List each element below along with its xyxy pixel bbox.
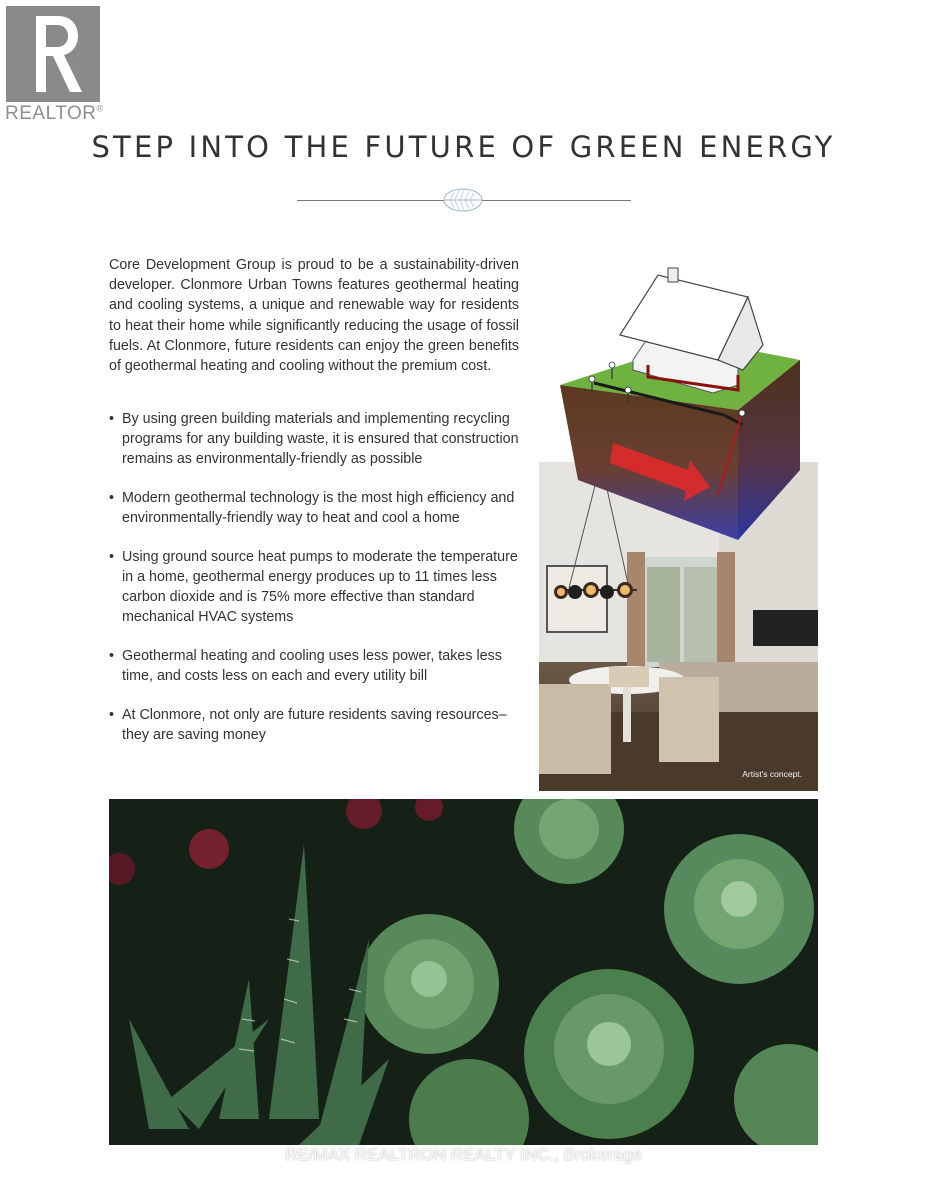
succulent-plants-image [109, 799, 818, 1145]
list-item: • By using green building materials and implementing recycling programs for any building waste, it is ensured that construction remains as environmentally-friendly as possible [109, 411, 519, 467]
list-item: • Geothermal heating and cooling uses less power, takes less time, and costs less on each and every utility bill [109, 648, 502, 684]
list-item: • At Clonmore, not only are future residents saving resources–they are saving money [109, 707, 507, 743]
leaf-icon [442, 186, 484, 219]
brokerage-watermark: RE/MAX REALTRON REALTY INC., Brokerage [284, 1145, 643, 1164]
artist-concept-caption: Artist's concept. [742, 769, 802, 779]
feature-list [109, 409, 521, 764]
realtor-logo-icon [6, 6, 100, 102]
intro-paragraph: Core Development Group is proud to be a sustainability-driven developer. Clonmore Urban Towns features geothermal heating and cooling systems, a unique and renewable way for residents to heat their home while significantly reducing the usage of fossil fuels. At Clonmore, future residents can enjoy the green benefits of geothermal heating and cooling without the premium cost. [109, 257, 519, 375]
list-item: • Using ground source heat pumps to moderate the temperature in a home, geothermal energy produces up to 11 times less carbon dioxide and is 75% more effective than standard mechanical HVAC systems [109, 549, 518, 625]
page-title: STEP INTO THE FUTURE OF GREEN ENERGY [91, 130, 836, 164]
geothermal-house-illustration [538, 265, 820, 565]
realtor-wordmark: REALTOR® [5, 103, 104, 124]
list-item: • Modern geothermal technology is the most high efficiency and environmentally-friendly way to heat and cool a home [109, 490, 515, 526]
